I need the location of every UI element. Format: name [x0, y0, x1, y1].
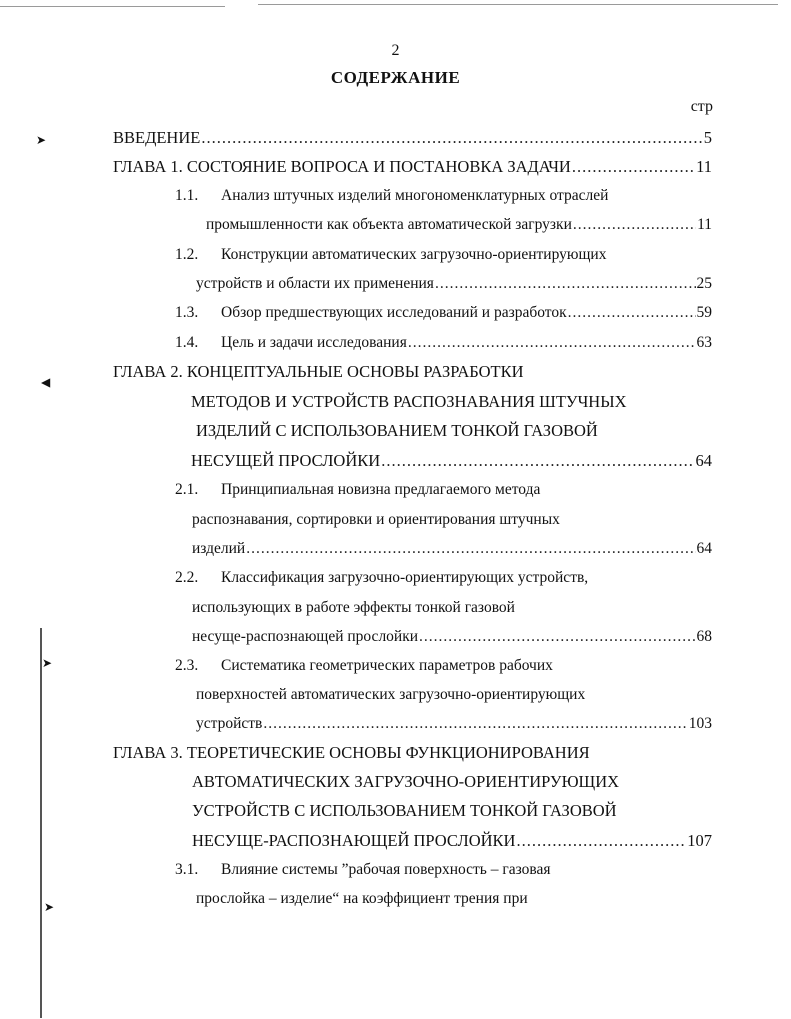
toc-page-number: 5: [703, 128, 712, 147]
toc-chapter-2-line-1: ГЛАВА 2. КОНЦЕПТУАЛЬНЫЕ ОСНОВЫ РАЗРАБОТКИ: [113, 362, 524, 381]
section-number: 3.1.: [175, 861, 199, 878]
leader-dots: [201, 128, 702, 148]
toc-entry-text: Анализ штучных изделий многономенклатурных отраслей: [221, 187, 609, 204]
toc-page-number: 59: [696, 304, 712, 321]
section-number: 2.2.: [175, 569, 199, 586]
toc-entry-chapter-3: [192, 831, 712, 851]
toc-entry-text: промышленности как объекта автоматической загрузки: [206, 216, 572, 233]
toc-entry-text: изделий: [192, 540, 246, 557]
leader-dots: [573, 216, 696, 234]
toc-entry-2-3-cont: [196, 715, 712, 733]
section-number: 1.4.: [175, 334, 199, 351]
section-number: 1.1.: [175, 187, 199, 204]
toc-entry-1-2: [175, 246, 606, 264]
arrow-mark-icon: ▼: [39, 378, 54, 388]
section-number: 1.3.: [175, 304, 199, 321]
toc-entry-2-1-line-2: распознавания, сортировки и ориентирования штучных: [192, 511, 560, 528]
scan-margin-bar: [40, 628, 42, 1018]
toc-entry-text: Конструкции автоматических загрузочно-ориентирующих: [221, 246, 607, 263]
toc-entry-3-1: [175, 861, 551, 879]
toc-entry-text: Влияние системы ”рабочая поверхность – газовая: [221, 861, 551, 878]
toc-entry-1-1: [175, 187, 608, 205]
toc-entry-2-2-line-2: использующих в работе эффекты тонкой газовой: [192, 599, 515, 616]
arrow-mark-icon: ➤: [42, 656, 53, 670]
toc-entry-text: несуще-распознающей прослойки: [192, 628, 419, 645]
toc-entry-text: Цель и задачи исследования: [221, 334, 407, 351]
leader-dots: [572, 157, 695, 177]
arrow-mark-icon: ➤: [36, 133, 47, 147]
toc-entry-1-1-cont: [206, 216, 712, 234]
leader-dots: [568, 304, 696, 322]
toc-page-number: 107: [687, 831, 712, 850]
leader-dots: [435, 275, 696, 293]
scan-edge-line-top-right: [258, 4, 778, 5]
section-number: 2.1.: [175, 481, 199, 498]
toc-entry-1-2-cont: [196, 275, 712, 293]
toc-entry-chapter-1: [113, 157, 712, 177]
toc-page-number: 103: [688, 715, 712, 732]
toc-entry-2-1-cont: [192, 540, 712, 558]
toc-entry-1-3: [175, 304, 712, 322]
toc-page-number: 68: [696, 628, 712, 645]
toc-entry-text: Принципиальная новизна предлагаемого метода: [221, 481, 541, 498]
toc-entry-2-1: [175, 481, 540, 499]
section-number: 1.2.: [175, 246, 199, 263]
toc-page-number: 11: [697, 216, 712, 233]
toc-entry-chapter-2: [191, 451, 712, 471]
arrow-mark-icon: ➤: [44, 900, 55, 914]
leader-dots: [263, 715, 687, 733]
toc-page-number: 64: [696, 540, 712, 557]
leader-dots: [419, 628, 695, 646]
toc-chapter-3-line-2: АВТОМАТИЧЕСКИХ ЗАГРУЗОЧНО-ОРИЕНТИРУЮЩИХ: [192, 772, 620, 791]
toc-entry-2-2: [175, 569, 588, 587]
section-number: 2.3.: [175, 657, 199, 674]
toc-page-number: 63: [696, 334, 712, 351]
toc-entry-text: устройств и области их применения: [196, 275, 434, 292]
toc-page-number: 64: [695, 451, 712, 470]
leader-dots: [381, 451, 694, 471]
toc-entry-text: НЕСУЩЕЙ ПРОСЛОЙКИ: [191, 451, 381, 470]
toc-entry-text: устройств: [196, 715, 263, 732]
page-number: 2: [391, 42, 400, 59]
toc-entry-text: Обзор предшествующих исследований и разработок: [221, 304, 567, 321]
scan-edge-line-top-left: [0, 6, 225, 7]
leader-dots: [516, 831, 686, 851]
leader-dots: [408, 334, 696, 352]
toc-entry-text: Систематика геометрических параметров рабочих: [221, 657, 553, 674]
toc-chapter-2-line-2: МЕТОДОВ И УСТРОЙСТВ РАСПОЗНАВАНИЯ ШТУЧНЫХ: [191, 392, 627, 411]
toc-entry-1-4: [175, 334, 712, 352]
toc-page-number: 11: [696, 157, 712, 176]
page-column-label: стр: [690, 98, 713, 115]
toc-entry-intro: [113, 128, 712, 148]
toc-entry-text: ВВЕДЕНИЕ: [113, 128, 201, 147]
toc-entry-2-2-cont: [192, 628, 712, 646]
toc-chapter-2-line-3: ИЗДЕЛИЙ С ИСПОЛЬЗОВАНИЕМ ТОНКОЙ ГАЗОВОЙ: [196, 421, 598, 440]
toc-entry-2-3: [175, 657, 553, 675]
leader-dots: [246, 540, 695, 558]
toc-entry-text: НЕСУЩЕ-РАСПОЗНАЮЩЕЙ ПРОСЛОЙКИ: [192, 831, 516, 850]
toc-entry-3-1-line-2: прослойка – изделие“ на коэффициент трения при: [196, 890, 528, 907]
page-title: СОДЕРЖАНИЕ: [330, 68, 461, 87]
toc-entry-2-3-line-2: поверхностей автоматических загрузочно-ориентирующих: [196, 686, 586, 703]
toc-page-number: 25: [696, 275, 712, 292]
toc-chapter-3-line-3: УСТРОЙСТВ С ИСПОЛЬЗОВАНИЕМ ТОНКОЙ ГАЗОВОЙ: [192, 801, 617, 820]
toc-entry-text: Классификация загрузочно-ориентирующих устройств,: [221, 569, 589, 586]
toc-entry-text: ГЛАВА 1. СОСТОЯНИЕ ВОПРОСА И ПОСТАНОВКА ЗАДАЧИ: [113, 157, 571, 176]
toc-chapter-3-line-1: ГЛАВА 3. ТЕОРЕТИЧЕСКИЕ ОСНОВЫ ФУНКЦИОНИРОВАНИЯ: [113, 743, 590, 762]
